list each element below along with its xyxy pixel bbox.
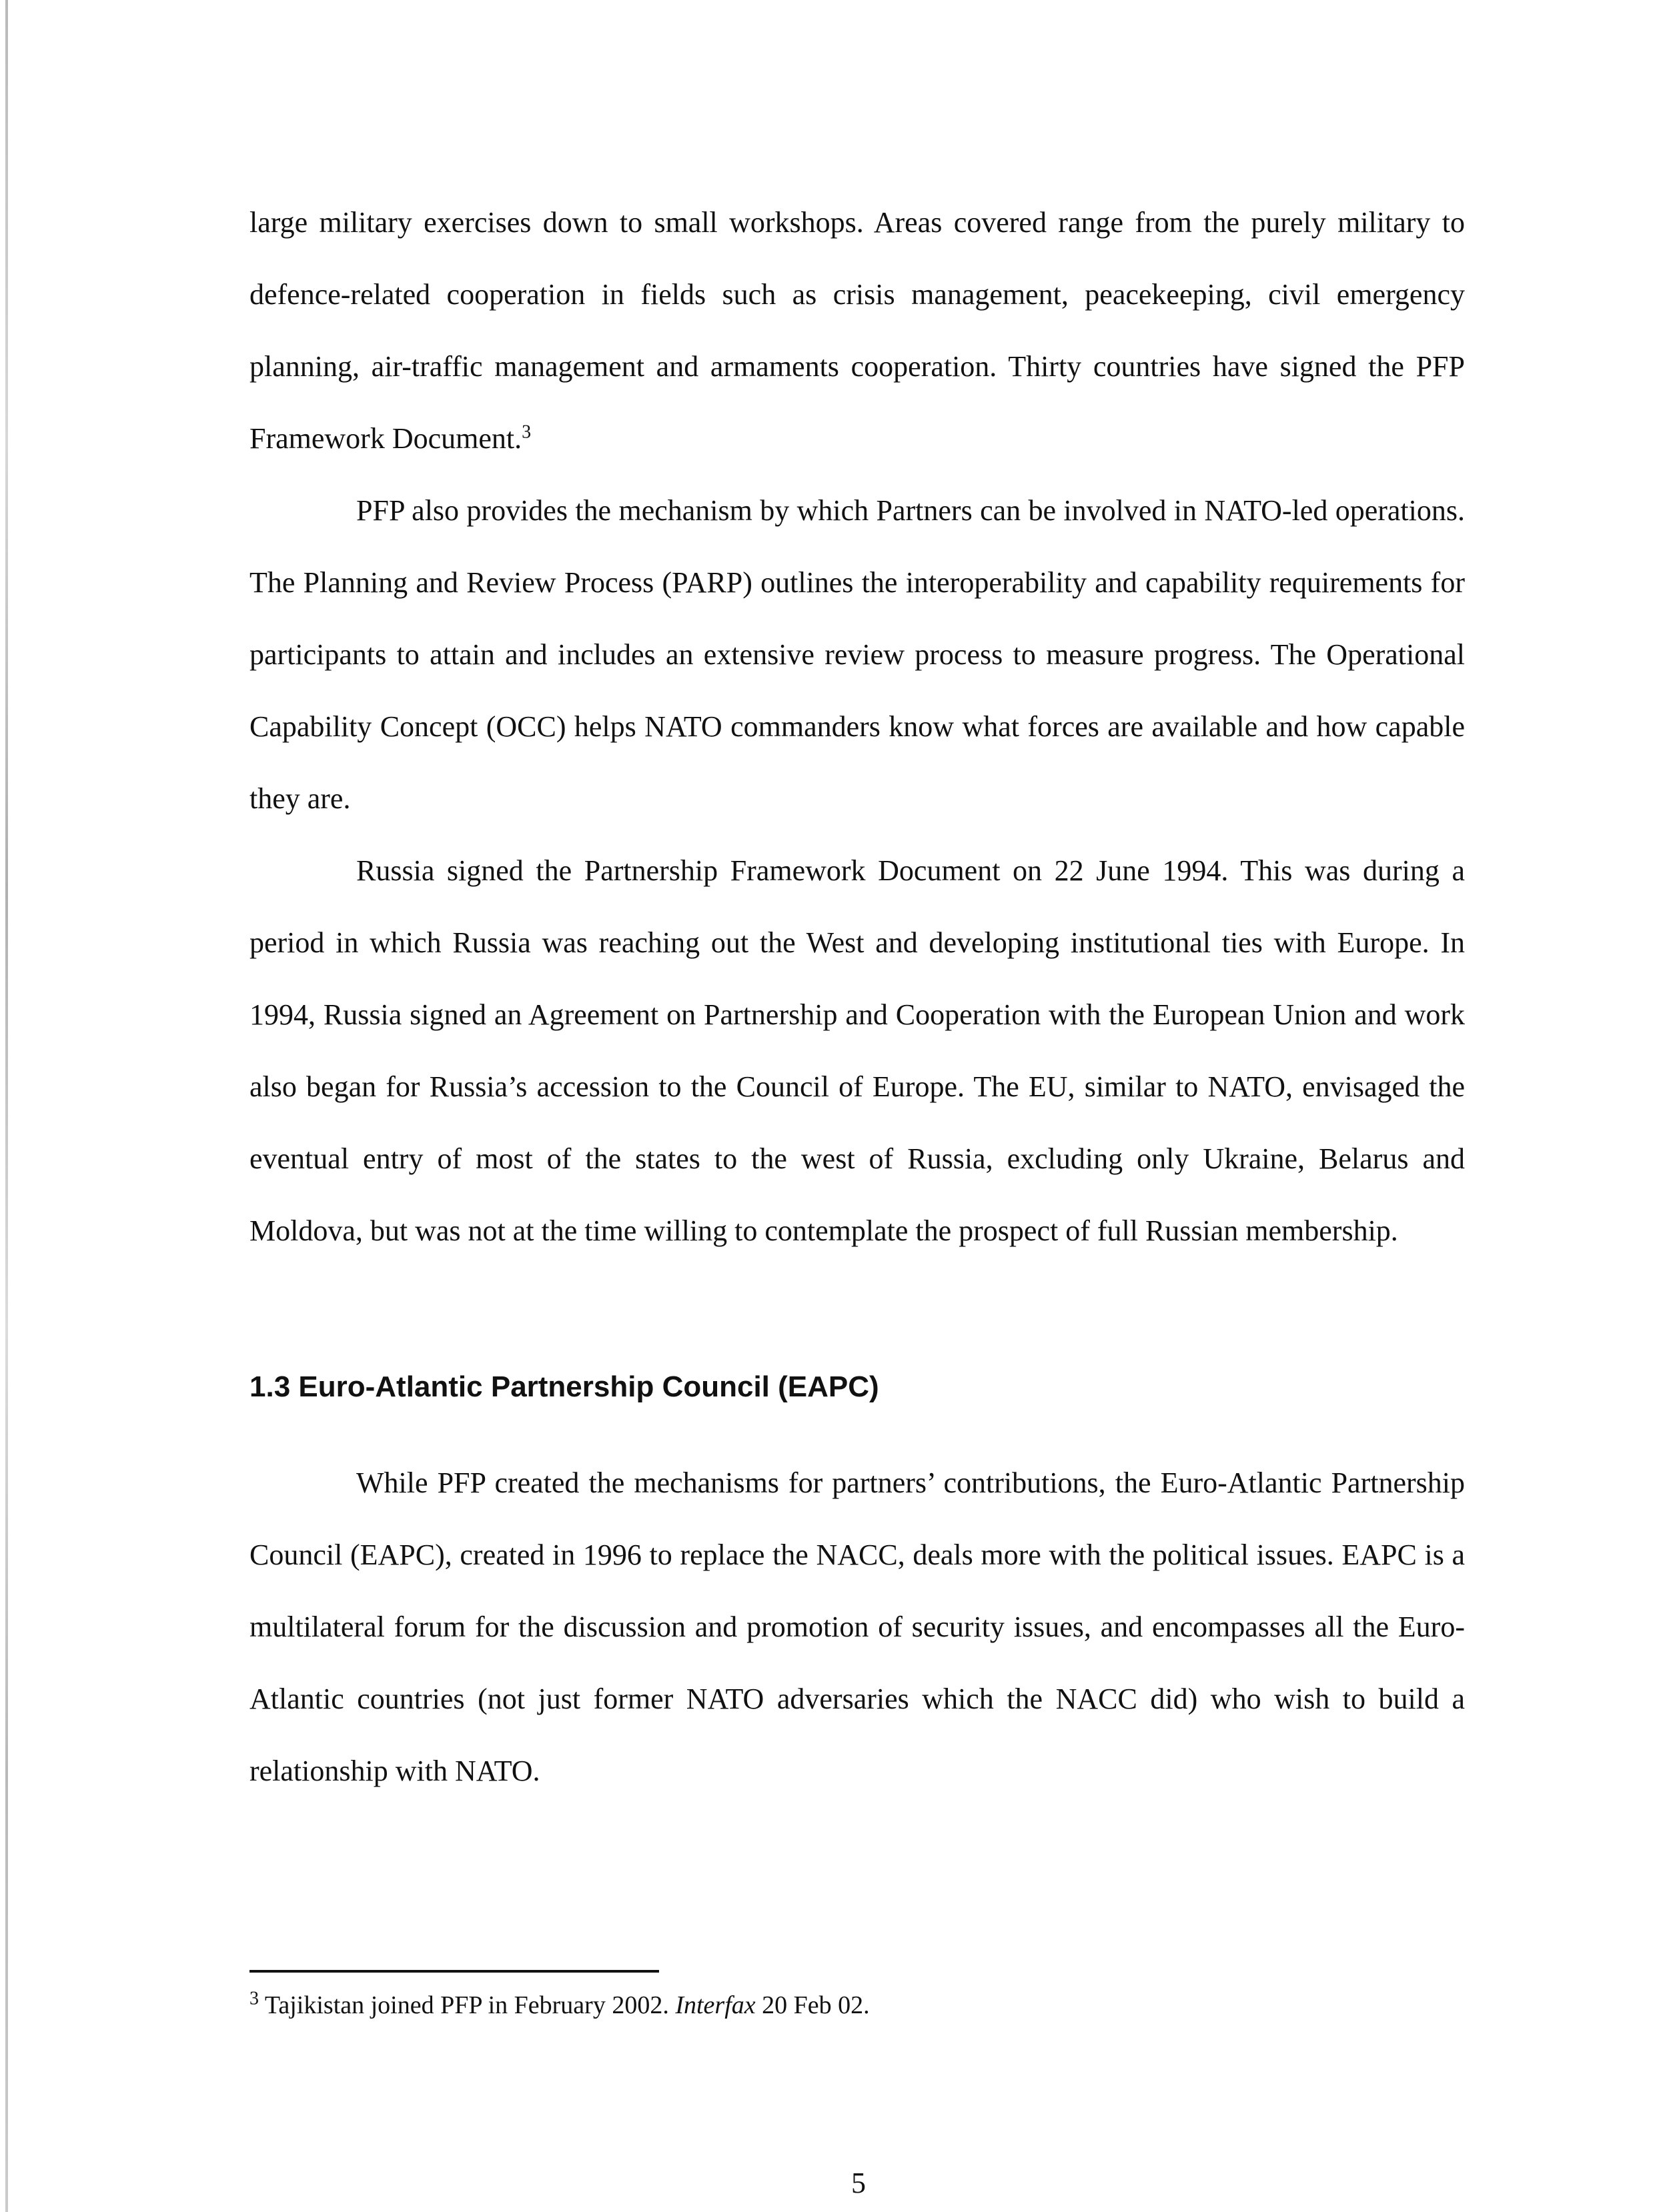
- paragraph-pfp-activities-text: large military exercises down to small workshops. Areas covered range from the purely military to defence-related cooperation in fields such as crisis management, peacekeeping, civil emergency planning, air-traffic management and armaments cooperation. Thirty countries have signed the PFP Framework Document.: [249, 206, 1465, 455]
- footnote-text-after: 20 Feb 02.: [755, 1991, 870, 2019]
- footnote-divider: [249, 1970, 659, 1973]
- paragraph-pfp-mechanism: PFP also provides the mechanism by which Partners can be involved in NATO-led operations. The Planning and Review Process (PARP) outlines the interoperability and capability requirements for participants to attain and includes an extensive review process to measure progress. The Operational Capability Concept (OCC) helps NATO commanders know what forces are available and how capable they are.: [249, 494, 1465, 815]
- paragraph-russia-partnership: Russia signed the Partnership Framework Document on 22 June 1994. This was during a period in which Russia was reaching out the West and developing institutional ties with Europe. In 1994, Russia signed an Agreement on Partnership and Cooperation with the European Union and work also began for Russia’s accession to the Council of Europe. The EU, similar to NATO, envisaged the eventual entry of most of the states to the west of Russia, excluding only Ukraine, Belarus and Moldova, but was not at the time willing to contemplate the prospect of full Russian membership.: [249, 854, 1465, 1247]
- footnote: [249, 1987, 870, 2023]
- section-heading-eapc: 1.3 Euro-Atlantic Partnership Council (EAPC): [249, 1370, 879, 1403]
- page-number: 5: [851, 2167, 866, 2199]
- paragraph-eapc: While PFP created the mechanisms for partners’ contributions, the Euro-Atlantic Partnership Council (EAPC), created in 1996 to replace the NACC, deals more with the political issues. EAPC is a multilateral forum for the discussion and promotion of security issues, and encompasses all the Euro-Atlantic countries (not just former NATO adversaries which the NACC did) who wish to build a relationship with NATO.: [249, 1466, 1465, 1787]
- footnote-text-before: Tajikistan joined PFP in February 2002.: [259, 1991, 676, 2019]
- paragraph-pfp-activities: [249, 187, 1465, 475]
- footnote-number: 3: [249, 1988, 259, 2009]
- footnote-reference[interactable]: 3: [522, 421, 532, 443]
- footnote-source: Interfax: [675, 1991, 756, 2019]
- scan-edge-artifact: [5, 0, 8, 2212]
